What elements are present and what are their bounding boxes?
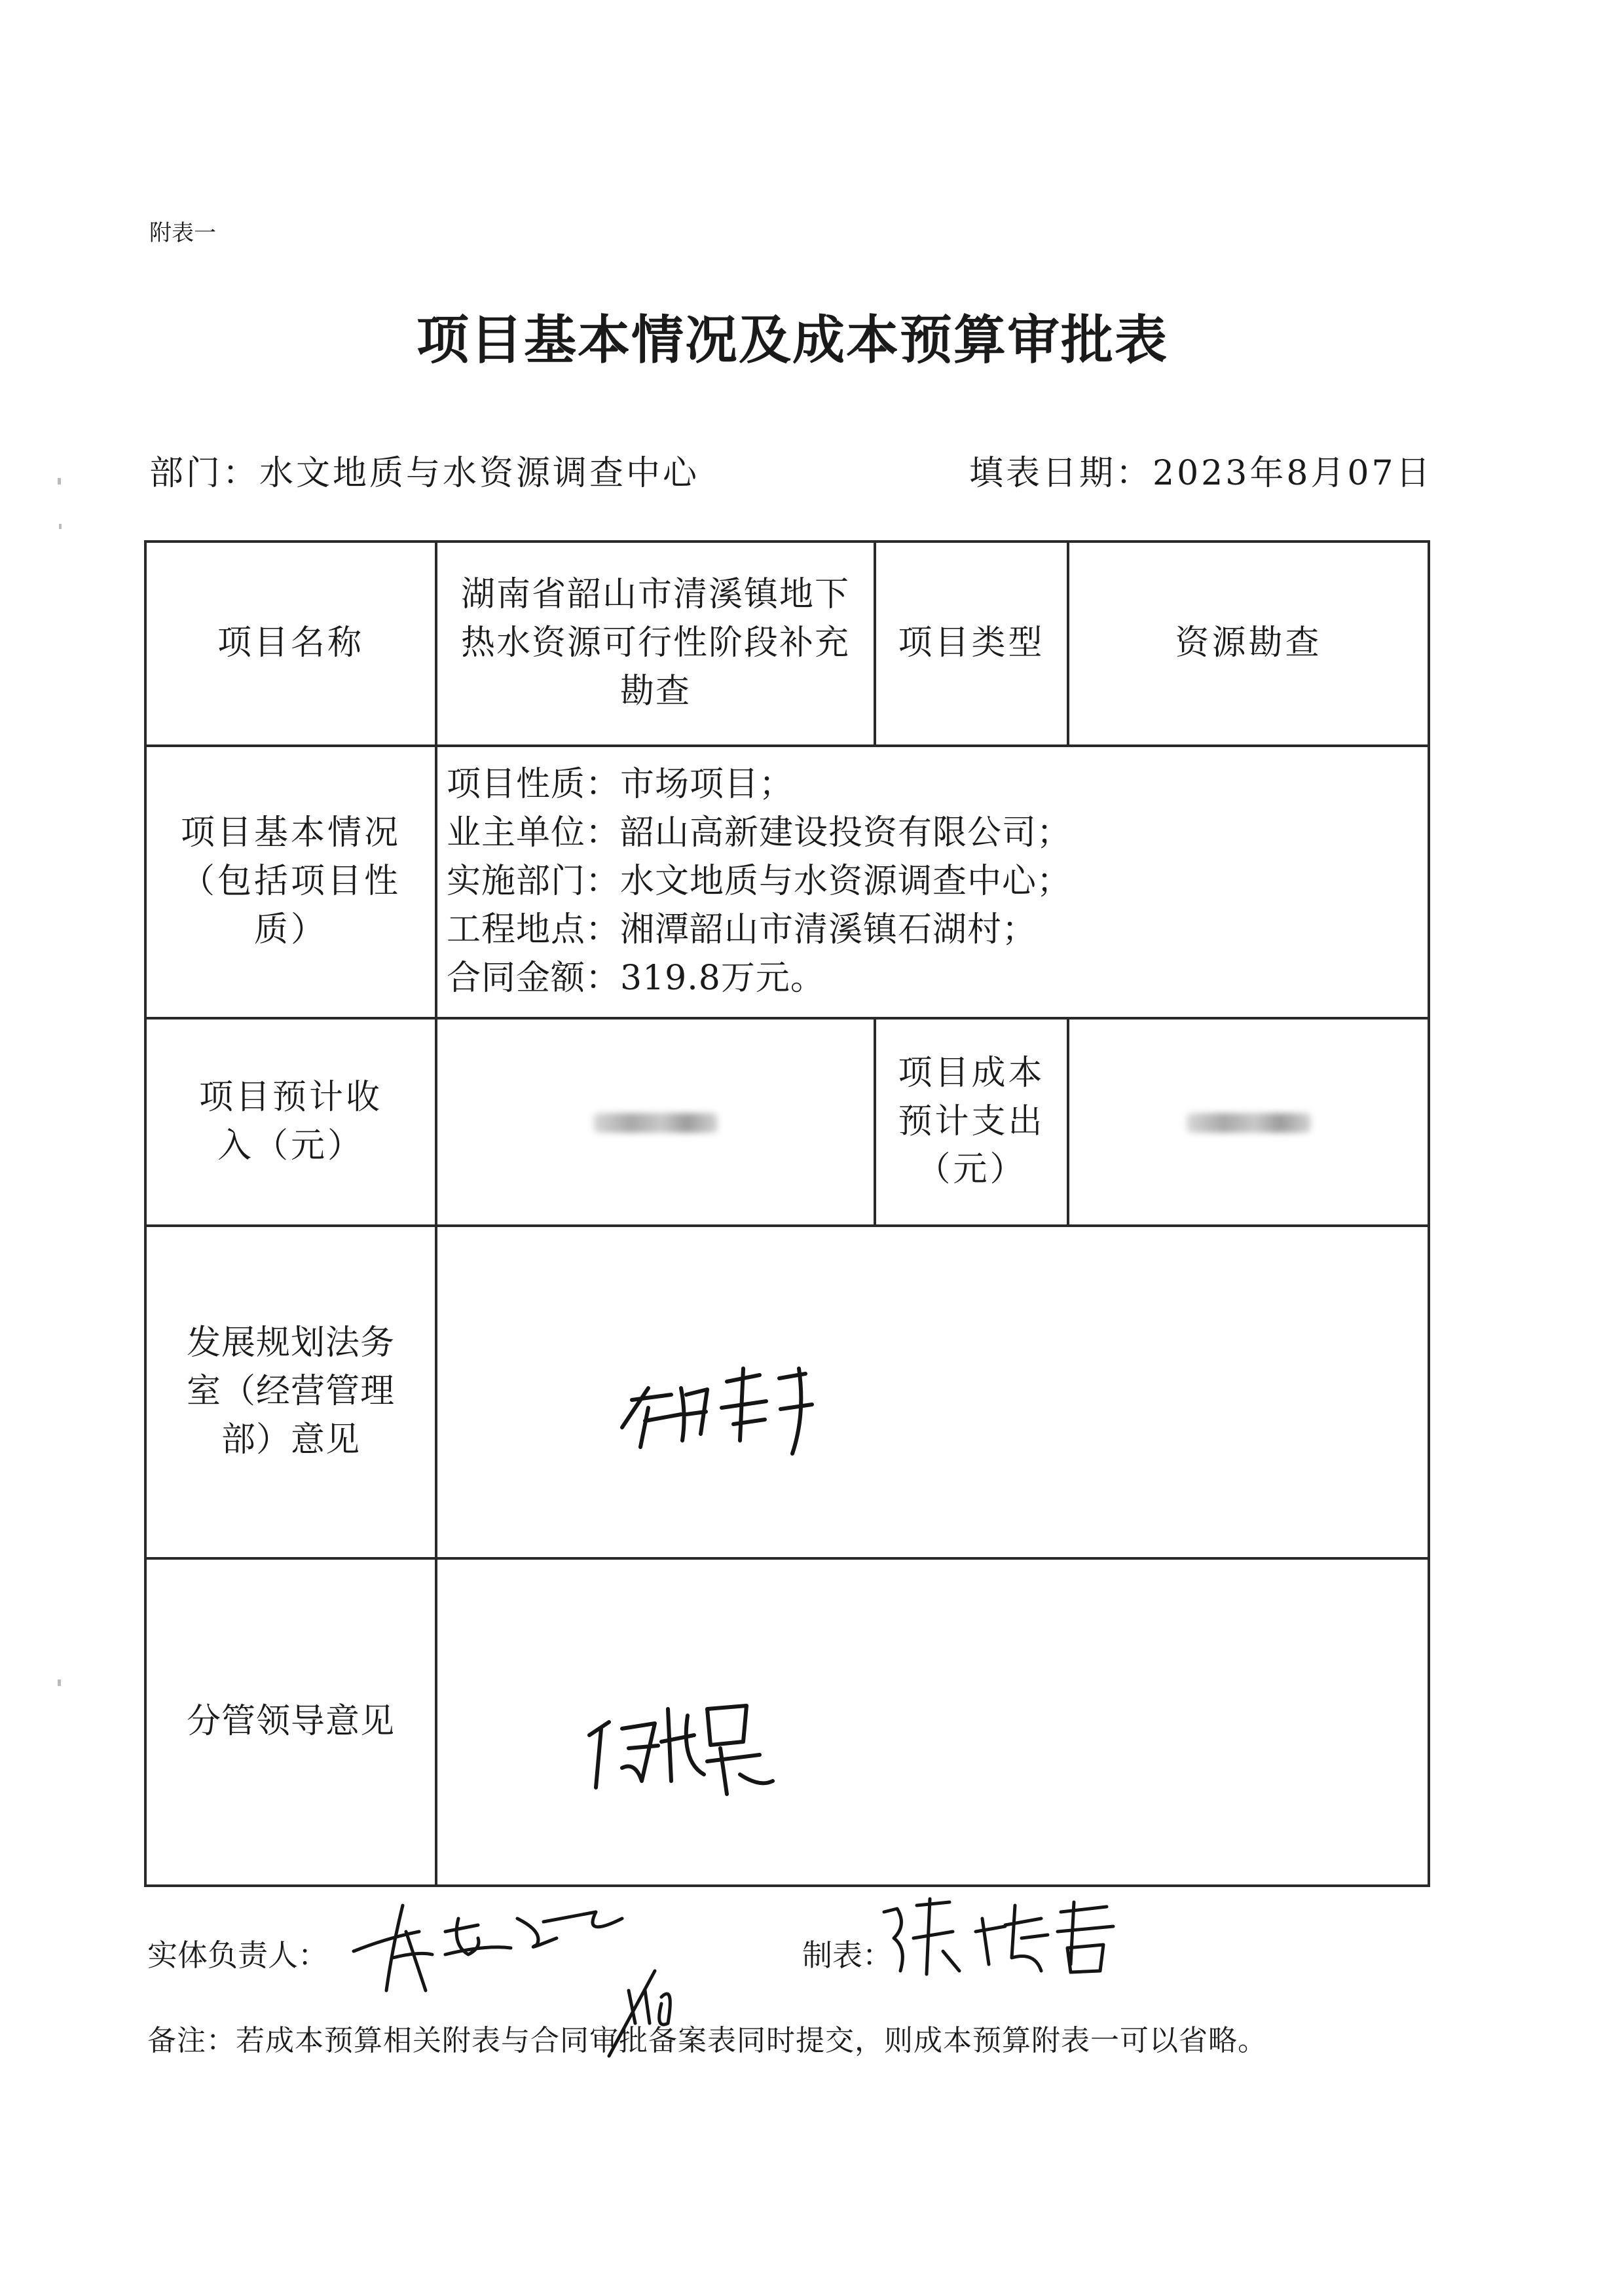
project-name-value: 湖南省韶山市清溪镇地下热水资源可行性阶段补充勘查	[436, 542, 875, 746]
scan-mark	[59, 524, 62, 529]
basic-info-dept: 实施部门：水文地质与水资源调查中心；	[447, 862, 1072, 902]
cost-label: 项目成本预计支出（元）	[875, 1018, 1068, 1226]
fill-date-label: 填表日期：	[969, 454, 1153, 493]
basic-info-label: 项目基本情况（包括项目性质）	[145, 746, 436, 1018]
scan-mark	[58, 478, 61, 485]
basic-info-cell	[436, 746, 1429, 1018]
appendix-label: 附表一	[149, 220, 216, 246]
department-label: 部门：	[149, 454, 260, 493]
redaction-blur	[1187, 1113, 1311, 1133]
project-type-label: 项目类型	[875, 542, 1068, 746]
fill-date-value: 2023年8月07日	[1153, 454, 1433, 493]
project-type-value: 资源勘查	[1068, 542, 1429, 746]
department-value: 水文地质与水资源调查中心	[259, 454, 700, 493]
table-row	[145, 1558, 1429, 1886]
table-row	[145, 542, 1429, 746]
footnote: 备注：若成本预算相关附表与合同审批备案表同时提交，则成本预算附表一可以省略。	[147, 2024, 1267, 2057]
fill-date-line	[969, 445, 1433, 494]
dev-dept-signature	[609, 1349, 825, 1460]
department-line	[149, 445, 699, 494]
basic-info-location: 工程地点：湘潭韶山市清溪镇石湖村；	[447, 909, 1037, 949]
project-name-label: 项目名称	[145, 542, 436, 746]
page-title: 项目基本情况及成本预算审批表	[416, 310, 1168, 371]
cost-value-redacted	[1068, 1018, 1429, 1226]
responsible-label: 实体负责人：	[147, 1937, 328, 1973]
basic-info-nature: 项目性质：市场项目；	[447, 765, 794, 805]
income-label: 项目预计收入（元）	[145, 1018, 436, 1226]
dev-dept-opinion-cell	[436, 1226, 1429, 1558]
leader-signature	[576, 1683, 786, 1807]
maker-signature	[877, 1886, 1126, 1984]
maker-label: 制表：	[802, 1937, 893, 1973]
income-value-redacted	[436, 1018, 875, 1226]
dev-dept-label: 发展规划法务室（经营管理部）意见	[145, 1226, 436, 1558]
table-row	[145, 746, 1429, 1018]
basic-info-amount: 合同金额：319.8万元。	[447, 958, 825, 998]
basic-info-owner: 业主单位：韶山高新建设投资有限公司；	[447, 813, 1072, 853]
scan-mark	[58, 1680, 61, 1686]
leader-label: 分管领导意见	[145, 1558, 436, 1886]
table-row	[145, 1018, 1429, 1226]
redaction-blur	[593, 1113, 718, 1133]
approval-form-table	[144, 540, 1430, 1887]
